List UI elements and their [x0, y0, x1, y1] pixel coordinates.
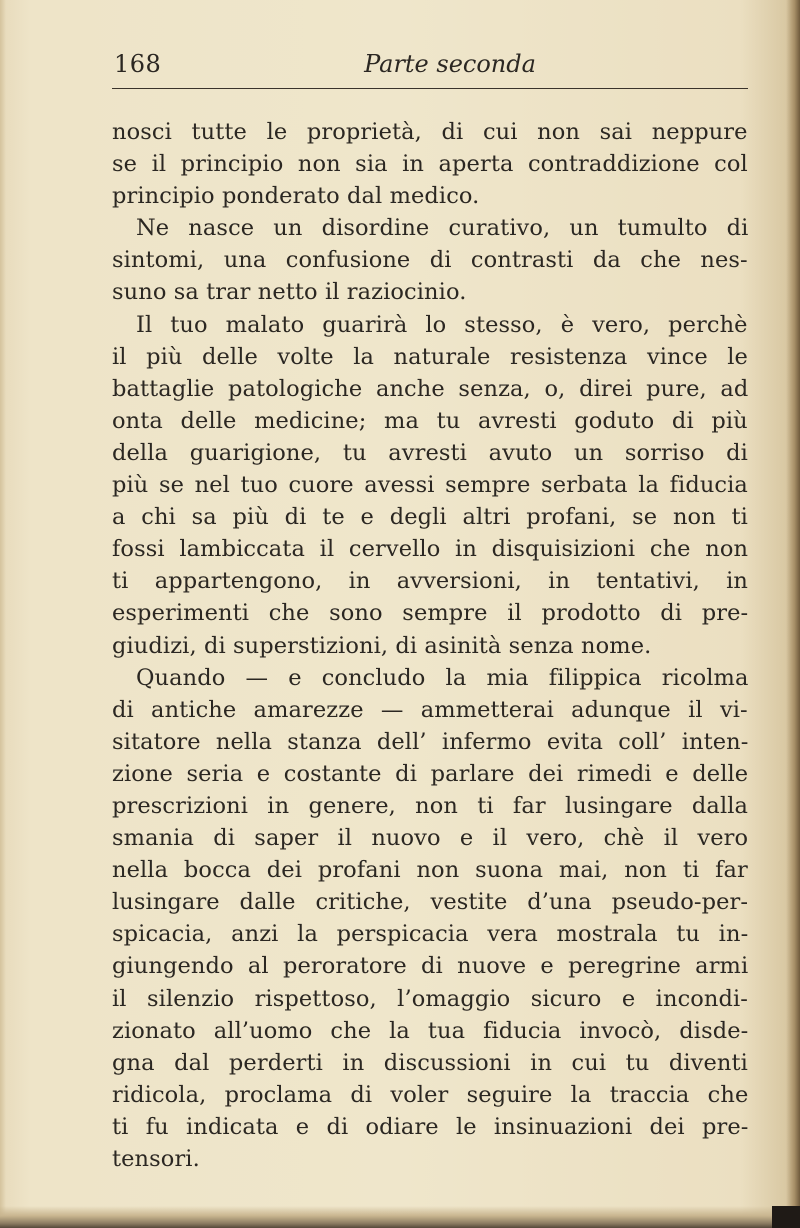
text-line: spicacia, anzi la perspicacia vera mostrala tu in-	[112, 921, 749, 948]
text-line: Ne nasce un disordine curativo, un tumulto di	[136, 215, 749, 242]
text-line: ridicola, proclama di voler seguire la traccia che	[112, 1081, 749, 1108]
text-line: sintomi, una confusione di contrasti da che nes-	[112, 247, 748, 274]
text-line: della guarigione, tu avresti avuto un sorriso di	[112, 439, 748, 466]
text-line: principio ponderato dal medico.	[112, 183, 480, 210]
text-line: zionato all’uomo che la tua fiducia invocò, disde-	[112, 1017, 749, 1044]
running-title: Parte seconda	[364, 50, 536, 78]
page-number: 168	[114, 50, 162, 78]
text-line: nosci tutte le proprietà, di cui non sai neppure	[112, 119, 748, 145]
text-line: giudizi, di superstizioni, di asinità senza nome.	[112, 632, 652, 659]
text-line: se il principio non sia in aperta contraddizione col	[112, 151, 748, 178]
page-edge-shadow	[786, 0, 800, 1228]
text-line: zione seria e costante di parlare dei rimedi e delle	[112, 760, 749, 787]
text-line: gna dal perderti in discussioni in cui tu diventi	[112, 1049, 748, 1076]
text-line: a chi sa più di te e degli altri profani, se non ti	[112, 504, 748, 531]
text-line: giungendo al peroratore di nuove e peregrine armi	[112, 953, 749, 980]
page-bottom-edge	[0, 1206, 800, 1228]
header-rule	[112, 88, 748, 89]
text-line: esperimenti che sono sempre il prodotto di pre-	[112, 600, 749, 627]
text-line: prescrizioni in genere, non ti far lusingare dalla	[112, 792, 749, 819]
text-line: Quando — e concludo la mia filippica ricolma	[136, 664, 749, 691]
text-line: sitatore nella stanza dell’ infermo evita coll’ inten-	[112, 728, 749, 755]
text-line: il più delle volte la naturale resistenza vince le	[112, 343, 748, 370]
text-line: suno sa trar netto il raziocinio.	[112, 279, 467, 306]
text-line: lusingare dalle critiche, vestite d’una pseudo-per-	[112, 889, 749, 916]
text-line: fossi lambiccata il cervello in disquisizioni che non	[112, 536, 749, 563]
text-line: battaglie patologiche anche senza, o, direi pure, ad	[112, 375, 749, 402]
text-line: tensori.	[112, 1146, 200, 1172]
text-line: onta delle medicine; ma tu avresti goduto di più	[112, 407, 748, 434]
page-gutter-shadow	[0, 0, 6, 1228]
text-line: di antiche amarezze — ammetterai adunque il vi-	[112, 696, 748, 723]
page-corner-shadow	[772, 1206, 800, 1228]
text-line: smania di saper il nuovo e il vero, chè il vero	[112, 825, 749, 852]
text-line: ti appartengono, in avversioni, in tentativi, in	[112, 568, 749, 595]
text-line: più se nel tuo cuore avessi sempre serbata la fiducia	[112, 472, 748, 499]
text-line: Il tuo malato guarirà lo stesso, è vero, perchè	[136, 311, 748, 338]
text-line: ti fu indicata e di odiare le insinuazioni dei pre-	[112, 1113, 749, 1140]
text-line: nella bocca dei profani non suona mai, non ti far	[112, 857, 748, 884]
body-text	[112, 116, 752, 1175]
page-header	[112, 50, 748, 84]
text-line: il silenzio rispettoso, l’omaggio sicuro e incondi-	[112, 985, 749, 1012]
